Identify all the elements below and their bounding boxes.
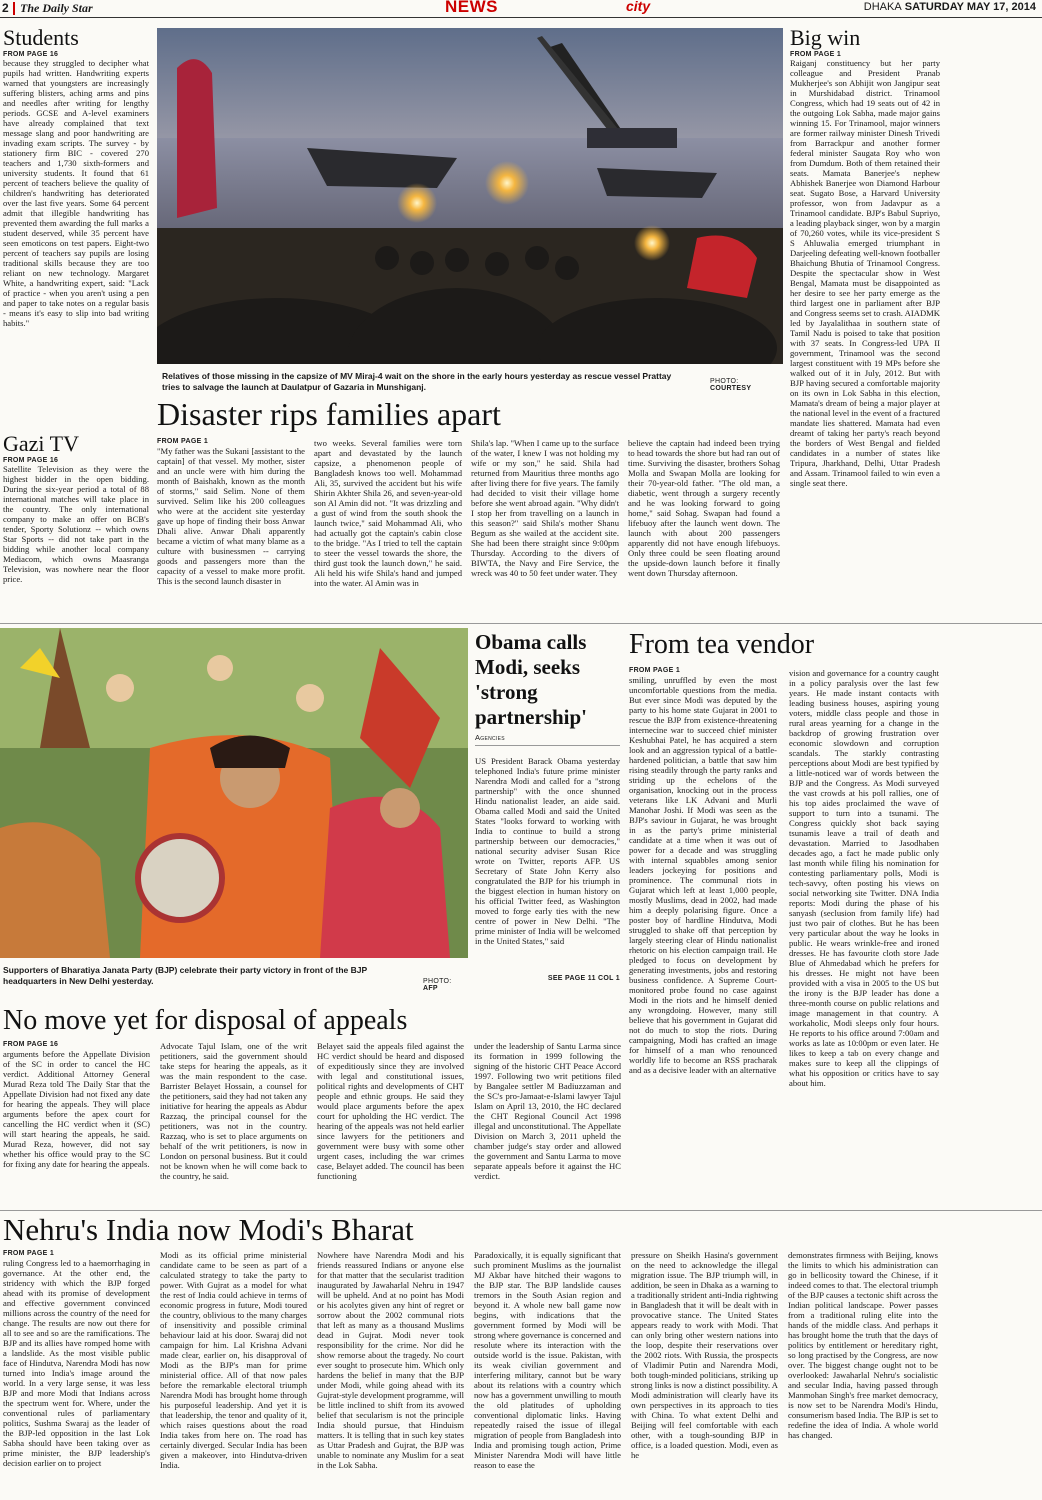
- gazi-headline: Gazi TV: [3, 431, 79, 456]
- disaster-from: FROM PAGE 1: [157, 438, 209, 445]
- obama-byline: Agencies: [475, 733, 620, 746]
- rescue-photo-credit-source: COURTESY: [710, 385, 752, 392]
- obama-jump: SEE PAGE 11 COL 1: [547, 975, 620, 982]
- appeals-headline: No move yet for disposal of appeals: [3, 1005, 408, 1036]
- disaster-col-2: two weeks. Several families were torn apart and devastated by the launch capsize, a phenomenon people of Bangladesh knows too well. Mohammad Ali, 35, survived the accident but his wife Shirin Akhter Shila 26, and seven-year-old son Al Amin did not. "It was drizzling and a gust of wind from the south shook the launch twice," said Mohammad Ali, who had actually got the captain's cabin close to the bridge. "As I tried to tell the captain to steer the vessel towards the shore, the third gust took the launch down," he said. Ali held his wife Shila's hand and jumped into the water. Al Amin was in: [314, 438, 462, 588]
- page-header: [0, 0, 1042, 18]
- nehru-headline: Nehru's India now Modi's Bharat: [3, 1212, 414, 1247]
- teavendor-col-1: smiling, unruffled by even the most uncomfortable questions from the media. But ever since Modi was deputed by the party to his home state Gujarat in 2001 to rescue the BJP from existence-threatening internecine war to succeed chief minister Keshubhai Patel, he has acquired a stern look and an aggression typical of a battle-hardened politician, a battle that saw him rising steadily through the party ranks and striding up the echelons of the organisation, knocking out in the process veterans like LK Advani and Murli Manohar Joshi. If Modi was seen as the BJP's saviour in Gujarat, he was brought in as the party's prime ministerial candidate at a time when it was out of power for a decade and was struggling with internal squabbles among senior leaders jockeying for positions and prominence. The communal riots in Gujarat which left at least 1,000 people, mostly Muslims, dead in 2002, had made him a deeply polarising figure. Once a poster boy of hardline Hindutva, Modi struggled to shake off that perception by largely steering clear of Hindu nationalist rhetoric on his election campaign trail. He pledged to focus on development by generating investments, jobs and restoring business confidence. A Supreme Court-monitored probe found no case against Modi in the riots and he himself denied any wrongdoing. However, many still believe that his government in Gujarat did not do much to stop the riots. During campaigning, Modi has crafted an image for himself of a man who renounced worldly life to become an RSS pracharak and as a decisive leader with an alternative: [629, 675, 777, 1075]
- page-number-divider: [13, 2, 15, 15]
- disaster-col-1: "My father was the Sukani [assistant to the captain] of that vessel. My mother, sister and an uncle were with him during the month of Baishakh, known as the month of storms," said Selim. None of them survived. Selim like his 200 colleagues who were at the accident site yesterday gave up hope of finding their boss Anwar Dhali alive. Anwar Dhali apparently became a victim of what many blame as a culture with businessmen -- carrying goods and passengers more than the capacity of a vessel to make more profit. This is the second launch disaster in: [157, 446, 305, 586]
- bjp-photo-credit-label: PHOTO:: [423, 978, 452, 985]
- appeals-col-4: under the leadership of Santu Larma since its formation in 1999 following the signing of the historic CHT Peace Accord 1997. Following two writ petitions filed by Bangalee settler M Badiuzzaman and the SC's pro-Jamaat-e-Islami lawyer Tajul Islam on April 13, 2010, the HC declared the CHT Regional Council Act 1998 illegal and unconstitutional. The Appellate Division on March 3, 2011 upheld the chamber judge's stay order and allowed the government and Santu Larma to move separate appeals before it against the HC verdict.: [474, 1041, 621, 1181]
- nehru-col-3: Nowhere have Narendra Modi and his friends reassured Indians or anyone else for that matter that the secularist tradition inaugurated by Jawaharlal Nehru in 1947 will be upheld. And at no point has Modi or his acolytes given any hint of regret or sorrow about the 2002 communal riots that left as many as a thousand Muslims dead in Gujrat. Modi never took responsibility for the crime. Nor did he show remorse about the tragedy. No court ever sought to prosecute him. Which only hardens the belief in many that the BJP under Modi, while going ahead with its Gujrat-style development programme, will be little inclined to shift from its avowed belief that secularism is not the principle India should pursue, that Hinduism matters. It is telling that in such key states as Uttar Pradesh and Gujrat, the BJP was unable to nominate any Muslim for a seat in the Lok Sabha.: [317, 1250, 464, 1470]
- subsection-label: city: [626, 0, 651, 14]
- nehru-story: [3, 1212, 943, 1470]
- appeals-col-3: Belayet said the appeals filed against the HC verdict should be heard and disposed of expeditiously since they are involved with legal and constitutional issues, political rights and developments of CHT people and ethnic groups. He said they would place arguments before the apex court for upholding the HC verdict. The hearing of the appeals was not held earlier since lawyers for the petitioners and government were busy with some other urgent cases, including the war crimes case, Belayet added. The council has been functioning: [317, 1041, 464, 1181]
- teavendor-headline: From tea vendor: [629, 629, 815, 660]
- nehru-col-5: pressure on Sheikh Hasina's government on the need to acknowledge the illegal migration issue. The BJP triumph will, in addition, be seen in Dhaka as a warning to a traditionally strident anti-India rightwing in Bangladesh that it will be dealt with in provocative stance. The United States appears ready to work with Modi. That can only bring other western nations into the loop, despite their reservations over the 2002 riots. With Russia, the prospects of Vladimir Putin and Narendra Modi, both tough-minded politicians, striking up strong links is now a distinct possibility. A Modi administration will clearly have its own perspectives in its approach to ties with China. To what extent Delhi and Beijing will feel comfortable with each other, with a tough-sounding BJP in office, is a loaded question. Modi, even as he: [631, 1250, 778, 1460]
- gazi-body: Satellite Television as they were the highest bidder in the open bidding. During the six-year period a total of 88 international matches will take place in the country. The only international company to make an offer on BCB's tender, Sporty Solutionz -- which owns Star Sports -- did not take part in the bidding while another local company Mediacom, which owns Maasranga Television, was nowhere near the floor price.: [3, 464, 149, 585]
- lower-band-divider: [0, 1210, 1042, 1211]
- appeals-col-1: arguments before the Appellate Division of the SC in order to cancel the HC verdict. Additional Attorney General Murad Reza told The Daily Star that the Appellate Division had not fixed any date for hearing the appeals. They will place arguments before the apex court for cancelling the HC verdict when it (SC) will start hearing the appeals, he said. Murad Reza, however, did not say whether his office would pray to the SC for fixing any date for hearing the appeals.: [3, 1049, 150, 1169]
- rescue-photo-credit-label: PHOTO:: [710, 378, 739, 385]
- page-number: 2: [2, 1, 9, 15]
- dateline-city: DHAKA: [863, 1, 902, 13]
- bigwin-from: FROM PAGE 1: [790, 51, 842, 59]
- rescue-photo-credit: [710, 378, 782, 392]
- top-band-divider: [0, 623, 1042, 624]
- teavendor-from: FROM PAGE 1: [629, 667, 681, 674]
- dateline-date: SATURDAY MAY 17, 2014: [904, 1, 1036, 13]
- obama-headline: Obama calls Modi, seeks 'strong partnership': [475, 630, 588, 729]
- bjp-photo-caption-block: [3, 965, 468, 992]
- obama-body: US President Barack Obama yesterday telephoned India's future prime minister Narendra Modi and called for a "strong partnership" with the once shunned Hindu nationalist leader, an aide said. Obama called Modi and said the United States "looks forward to working with India to continue to build a strong partnership between our democracies," national security adviser Susan Rice wrote on Twitter, reports AFP. US Secretary of State John Kerry also congratulated the BJP for his triumph in the biggest election in human history on his official Twitter feed, as Washington moved to forge early ties with the new centre of power in New Delhi. "The prime minister of India will be welcomed in the United States," said: [475, 756, 620, 946]
- students-from: FROM PAGE 16: [3, 51, 59, 59]
- section-label: NEWS: [445, 0, 498, 16]
- disaster-col-3: Shila's lap. "When I came up to the surface of the water, I knew I was not holding my wife or my son," he said. Shila had returned from Mauritius three months ago after living there for five years. The family had decided to visit their village home before she went abroad again. "Why didn't I stop her from travelling on a launch in this season?" said Shila's mother Shanu Begum as she wailed at the accident site. She had been there straight since 9:00pm Thursday. According to the divers of BIWTA, the Navy and Fire Service, the wreck was 40 to 50 feet under water. They: [471, 438, 619, 578]
- nehru-col-4: Paradoxically, it is equally significant that such prominent Muslims as the journalist MJ Akbar have hitched their wagons to the BJP star. The BJP landslide causes tremors in the South Asian region and beyond it. A whole new ball game now begins, with indications that the government formed by Modi will be strong where governance is concerned and resolute where its interaction with the outside world is the issue. Pakistan, with its weak civilian government and interfering military, cannot but be wary about its relations with a country which now has a government unwilling to mouth the old platitudes of upholding conventional diplomatic links. Having repeatedly raised the issue of illegal migration of people from Bangladesh into India and promising tough action, Prime Minister Narendra Modi will have little reason to ease the: [474, 1250, 621, 1470]
- bigwin-body: Raiganj constituency but her party colleague and President Pranab Mukherjee's son Abhijit won Jangipur seat in Murshidabad district. Trinamool Congress, which had 19 seats out of 42 in the outgoing Lok Sabha, made major gains winning 15. For Trinamool, major winners are former railway minister Dinesh Trivedi from Barrackpur and another former federal minister Saugata Roy who won from Dumdum. Both of them retained their seats. Mamata Banerjee's nephew Abhishek Banerjee won Diamond Harbour seat. Sugato Bose, a Harvard University professor, won from Jadavpur as a Trinamool candidate. BJP's Babul Supriyo, a leading playback singer, won by a margin of 70,260 votes, while its vice-president S S Ahluwalia emerged triumphant in Darjeeling defeating well-known footballer Bhaichung Bhutia of Trinamool Congress. Despite the spectacular show in West Bengal, Mamata must be disappointed as her desire to see her party emerge as the third largest one in parliament after BJP and Congress seems set to crash. AIADMK led by Jayalalithaa in southern state of Tamil Nadu is poised to take that position with 37 seats. In Congress-led UPA II government, Trinamool was the second largest constituent with 19 MPs before she walked out of it in July, 2012. But with BJP having secured a comfortable majority on its own in Lok Sabha in this election, Mamata's dream of being a major player at the national level in the event of a fractured mandate lies shattered. Mamata had even dreamt of taking her party's reach beyond the borders of West Bengal and fielded candidates in a number of states like Tripura, Jharkhand, Delhi, Uttar Pradesh and Assam. Trinamool failed to win even a single seat there.: [790, 58, 940, 489]
- teavendor-story: [629, 629, 939, 1088]
- nehru-col-1: ruling Congress led to a haemorrhaging in governance. At the other end, the stridency with which the BJP forged ahead with its promise of development and effective government convinced millions across the country of the need for change. The results are now out there for all to see and so are the ramifications. The BJP and its allies have romped home with a landslide. As the most visible public face of Hindutva, Narendra Modi has now turned into India's image around the world. In a very large sense, it was less BJP and more Modi that Indians across the spectrum went for. Where, under the conventional rules of parliamentary politics, Sushma Swaraj as the leader of the BJP-led opposition in the last Lok Sabha should have been taking over as prime minister, the BJP leadership's decision earlier on to project: [3, 1258, 150, 1468]
- bjp-celebration-photo: [0, 628, 468, 958]
- rescue-scene-photo: [157, 28, 783, 364]
- students-story: [3, 26, 149, 435]
- appeals-story: [3, 1005, 621, 1181]
- bjp-photo-caption: Supporters of Bharatiya Janata Party (BJP) celebrate their party victory in front of the BJP headquarters in New Delhi yesterday.: [3, 965, 368, 986]
- appeals-from: FROM PAGE 16: [3, 1041, 59, 1048]
- obama-story: [475, 630, 620, 982]
- bjp-photo-credit: [423, 978, 468, 992]
- nehru-from: FROM PAGE 1: [3, 1250, 55, 1257]
- nehru-col-6: demonstrates firmness with Beijing, knows the limits to which his administration can go in bellicosity toward the Chinese, if it indeed comes to that. The electoral triumph of the BJP causes a tectonic shift across the Indian political landscape. Power passes from a traditional ruling elite into the hands of the middle class. And perhaps it has brought home the truth that the days of politics by entitlement or hereditary right, so long practised by the Congress, are now over. The biggest change ought not to be overlooked: Jawaharlal Nehru's socialistic and secular India, having passed through Manmohan Singh's free market democracy, is now set to be Narendra Modi's Hindu, consumerism based India. The BJP is set to redefine the idea of India. A whole world has changed.: [788, 1250, 938, 1440]
- dateline: [864, 1, 1036, 13]
- disaster-col-4: believe the captain had indeed been trying to head towards the shore but had ran out of time. Surviving the disaster, brothers Sohag Molla and Swapan Molla are looking for their 70-year-old father. "The old man, a diabetic, went through a surgery recently and he was looking forward to going home," said Sohag. Swapan had found a lifebuoy after the launch went down. The launch with about 200 passengers apparently did not have enough lifebuoys. Only three could be seen floating around the upside-down launch before it finally went down Thursday afternoon.: [628, 438, 780, 578]
- rescue-scene-image: [157, 28, 783, 364]
- nehru-col-2: Modi as its official prime ministerial candidate came to be seen as part of a calculated strategy to take the party to power. With Gujrat as a model for what the rest of India could achieve in terms of economic progress in future, Modi toured the country, oblivious to the many charges of insensitivity and possible criminal behaviour laid at his door. Swaraj did not campaign for him. Lal Krishna Advani made clear, earlier on, his disapproval of Modi as the BJP's man for prime ministerial office. All of that now pales before the remarkable electoral triumph Narendra Modi has brought home through his purposeful leadership. And yet it is that leadership, the tenor and quality of it, which raises questions about the road India takes from here on. The road has certainly diverged. Secular India has been given a makeover, into Hindutva-driven India.: [160, 1250, 307, 1470]
- disaster-story: [157, 396, 783, 588]
- paper-name: The Daily Star: [20, 1, 93, 15]
- disaster-headline: Disaster rips families apart: [157, 396, 501, 432]
- bjp-celebration-image: [0, 628, 468, 958]
- bigwin-headline: Big win: [790, 25, 861, 50]
- students-headline: Students: [3, 25, 79, 50]
- rescue-photo-caption-block: [162, 371, 782, 393]
- bigwin-story: [790, 26, 940, 636]
- bjp-photo-credit-source: AFP: [423, 985, 438, 992]
- students-body: because they struggled to decipher what pupils had written. Handwriting experts warned that youngsters are increasingly suffering blisters, aching arms and pins and needles after writing for lengthy periods. GCSE and A-level examiners have already complained that text message slang and poor handwriting are invading exam scripts. The survey - by stationery firm BIC - covered 270 teachers and 1,730 sixth-formers and university students. It found that 61 percent of teachers believe the quality of children's handwriting has deteriorated over the last five years. Some 64 percent admit that illegible handwriting has prevented them awarding the full marks a student deserved, while 35 percent have seen emoticons on test papers. Eight-two percent of teachers say pupils are losing traditional skills because they are too reliant on new technology. Margaret White, a handwriting expert, said: "Lack of practice - when you aren't using a pen and paper to take notes on a regular basis - means it's easy to slip into bad writing habits.": [3, 58, 149, 329]
- rescue-photo-caption: Relatives of those missing in the capsize of MV Miraj-4 wait on the shore in the early hours yesterday as rescue vessel Prattay tries to salvage the launch at Daulatpur of Gazaria in Munshiganj.: [162, 371, 672, 392]
- gazi-from: FROM PAGE 16: [3, 457, 59, 465]
- appeals-col-2: Advocate Tajul Islam, one of the writ petitioners, said the government should take steps for hearing the appeals, as it was the main respondent to the case. Barrister Belayet Hossain, a counsel for the petitioners, said they had not taken any initiative for hearing the appeals as Abdur Razzaq, the principal counsel for the petitioners, was not in the country. Razzaq, who is set to place arguments on behalf of the writ petitioners, is now in London on personal business. But it could not be known when he will come back to the country, he said.: [160, 1041, 307, 1181]
- teavendor-col-2: vision and governance for a country caught in a policy paralysis over the last few years. He made instant contacts with leading business houses, aspiring young voters, middle class people and those in rural areas yearning for a change in the backdrop of growing frustration over economic slowdown and corruption scandals. The starkly contrasting perceptions about Modi are best typified by a little-noticed war of words between the BJP and the Congress. As Modi surveyed the vast crowds at his poll rallies, one of his top aides proclaimed the wave of support to turn into a tsunami. The Congress quickly shot back saying tsunamis leave a trail of death and devastation. Married to Jasodhaben decades ago, a fact he made public only last month while filing his nomination for contesting parliamentary polls, Modi is tech-savvy, often posting his views on social networking site Twitter. DNA India reports: Modi during the phase of his sanyash (seclusion from family life) had just two pair of clothes. But he has been very particular about the way he looks in public. He wears wrinkle-free and ironed dresses. He has favourite cloth store Jade Blue of Ahmedabad which he prefers for his dresses. He might not have been provided with a visa in 2005 to the US but the irony is the BJP leader has done a three-month course on public relations and image management in that country. A workaholic, Modi sleeps only four hours. He reports to his office around 7:00am and works as late as 10:00pm or even later. He likes to keep a tab on every change and makes sure to keep all the clippings of what his opposition or critics have to say about him.: [789, 668, 939, 1088]
- gazi-story: [3, 432, 149, 614]
